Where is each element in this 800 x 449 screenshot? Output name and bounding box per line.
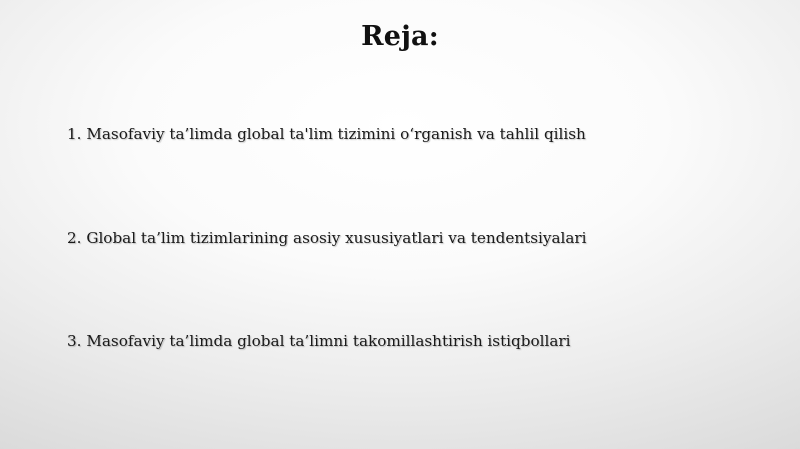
plan-item-1: 1. Masofaviy ta’limda global ta'lim tizimini o‘rganish va tahlil qilish — [67, 125, 586, 143]
plan-item-3: 3. Masofaviy ta’limda global ta’limni takomillashtirish istiqbollari — [67, 332, 571, 350]
slide-title: Reja: — [361, 21, 439, 52]
plan-item-2: 2. Global ta’lim tizimlarining asosiy xususiyatlari va tendentsiyalari — [67, 229, 587, 247]
